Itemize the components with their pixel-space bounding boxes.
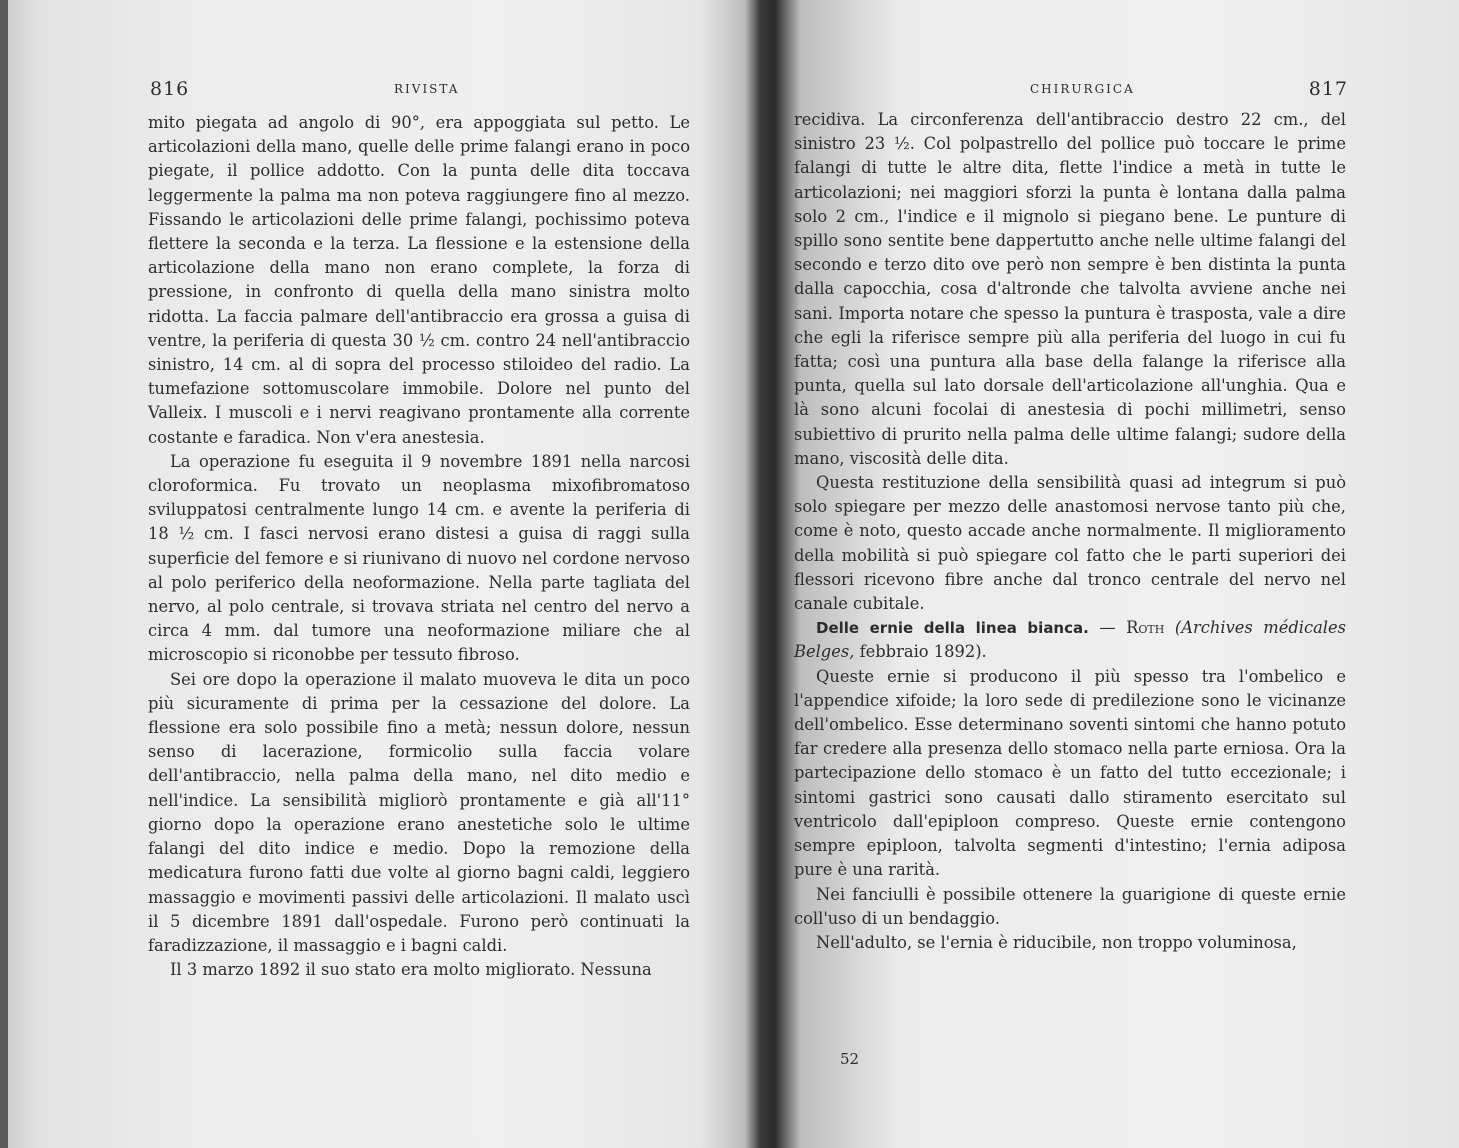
article-source: (Archives médicales Belges, — [794, 618, 1346, 662]
left-running-title: RIVISTA — [394, 82, 460, 96]
article-dash: — — [1088, 618, 1127, 638]
right-running-title: CHIRURGICA — [1030, 82, 1135, 96]
right-page-body — [794, 108, 1346, 955]
paragraph: Il 3 marzo 1892 il suo stato era molto migliorato. Nessuna — [170, 960, 652, 980]
paragraph: Nell'adulto, se l'ernia è riducibile, non troppo voluminosa, — [816, 932, 1297, 952]
left-page — [130, 0, 690, 1148]
signature-mark: 52 — [840, 1050, 860, 1068]
right-page-number: 817 — [1308, 78, 1348, 100]
article-author: Roth — [1126, 618, 1165, 638]
paragraph: Sei ore dopo la operazione il malato muoveva le dita un poco più sicuramente di prima per la cessazione del dolore. La flessione era solo possibile fino a metà; nessun dolore, nessun senso di lacerazione, formicolio sulla faccia volare dell'antibraccio, nella palma della mano, nel dito medio e nell'indice. La sensibilità migliorò prontamente e già all'11° giorno dopo la operazione erano anestetiche solo le ultime falangi del dito indice e medio. Dopo la remozione della medicatura furono fatti due volte al giorno bagni caldi, leggiero massaggio e movimenti passivi delle articolazioni. Il malato uscì il 5 dicembre 1891 dall'ospedale. Furono però continuati la faradizzazione, il massaggio e i bagni caldi. — [148, 669, 690, 955]
paragraph: mito piegata ad angolo di 90°, era appoggiata sul petto. Le articolazioni della mano, quelle delle prime falangi erano in poco piegate, il pollice addotto. Con la punta delle dita toccava leggermente la palma ma non poteva raggiungere fino al mezzo. Fissando le articolazioni delle prime falangi, pochissimo poteva flettere la seconda e la terza. La flessione e la estensione della articolazione della mano non erano complete, la forza di pressione, in confronto di quella della mano sinistra molto ridotta. La faccia palmare dell'antibraccio era grossa a guisa di ventre, la periferia di questa 30 ½ cm. contro 24 nell'antibraccio sinistro, 14 cm. al di sopra del processo stiloideo del radio. La tumefazione sottomuscolare immobile. Dolore nel punto del Valleix. I muscoli e i nervi reagivano prontamente alla corrente costante e faradica. Non v'era anestesia. — [148, 113, 690, 447]
article-heading — [794, 616, 1346, 664]
paragraph: Queste ernie si producono il più spesso tra l'ombelico e l'appendice xifoide; la loro sede di predilezione sono le vicinanze dell'ombelico. Esse determinano soventi sintomi che hanno potuto far credere alla presenza dello stomaco nella parte erniosa. Ora la partecipazione dello stomaco è un fatto del tutto eccezionale; i sintomi gastrici sono causati dallo stiramento esercitato sul ventricolo dall'epiploon compreso. Queste ernie contengono sempre epiploon, talvolta segmenti d'intestino; l'ernia adiposa pure è una rarità. — [794, 666, 1346, 880]
book-edge — [0, 0, 8, 1148]
paragraph: Nei fanciulli è possibile ottenere la guarigione di queste ernie coll'uso di un bendaggio. — [794, 884, 1346, 928]
left-page-body — [148, 111, 690, 982]
right-page-header — [790, 78, 1350, 102]
article-date: febbraio 1892). — [854, 642, 987, 662]
paragraph: recidiva. La circonferenza dell'antibraccio destro 22 cm., del sinistro 23 ½. Col polpastrello del pollice può toccare le prime falangi di tutte le altre dita, flette l'indice a metà in tutte le articolazioni; nei maggiori sforzi la punta è lontana dalla palma solo 2 cm., l'indice e il mignolo si piegano bene. Le punture di spillo sono sentite bene dappertutto anche nelle ultime falangi del secondo e terzo dito ove però non sempre è ben distinta la punta dalla capocchia, cosa d'altronde che talvolta avviene anche nei sani. Importa notare che spesso la puntura è trasposta, vale a dire che egli la riferisce sempre più alla periferia del luogo in cui fu fatta; così una puntura alla base della falange la riferisce alla punta, quella sul lato dorsale dell'articolazione all'unghia. Qua e là sono alcuni focolai di anestesia di pochi millimetri, senso subiettivo di prurito nella palma delle ultime falangi; sudore della mano, viscosità delle dita. — [794, 110, 1346, 468]
left-page-number: 816 — [150, 78, 190, 100]
left-page-header — [130, 78, 690, 102]
paragraph: Questa restituzione della sensibilità quasi ad integrum si può solo spiegare per mezzo delle anastomosi nervose tanto più che, come è noto, questo accade anche normalmente. Il miglioramento della mobilità si può spiegare col fatto che le parti superiori dei flessori ricevono fibre anche dal tronco centrale del nervo nel canale cubitale. — [794, 473, 1346, 614]
paragraph: La operazione fu eseguita il 9 novembre 1891 nella narcosi cloroformica. Fu trovato un neoplasma mixofibromatoso sviluppatosi centralmente lungo 14 cm. e avente la periferia di 18 ½ cm. I fasci nervosi erano distesi a guisa di raggi sulla superficie del femore e si riunivano di nuovo nel cordone nervoso al polo periferico della neoformazione. Nella parte tagliata del nervo, al polo centrale, si trovava striata nel centro del nervo a circa 4 mm. dal tumore una neoformazione miliare che al microscopio si riconobbe per tessuto fibroso. — [148, 451, 690, 665]
article-title: Delle ernie della linea bianca. — [816, 619, 1089, 638]
right-page — [790, 0, 1350, 1148]
